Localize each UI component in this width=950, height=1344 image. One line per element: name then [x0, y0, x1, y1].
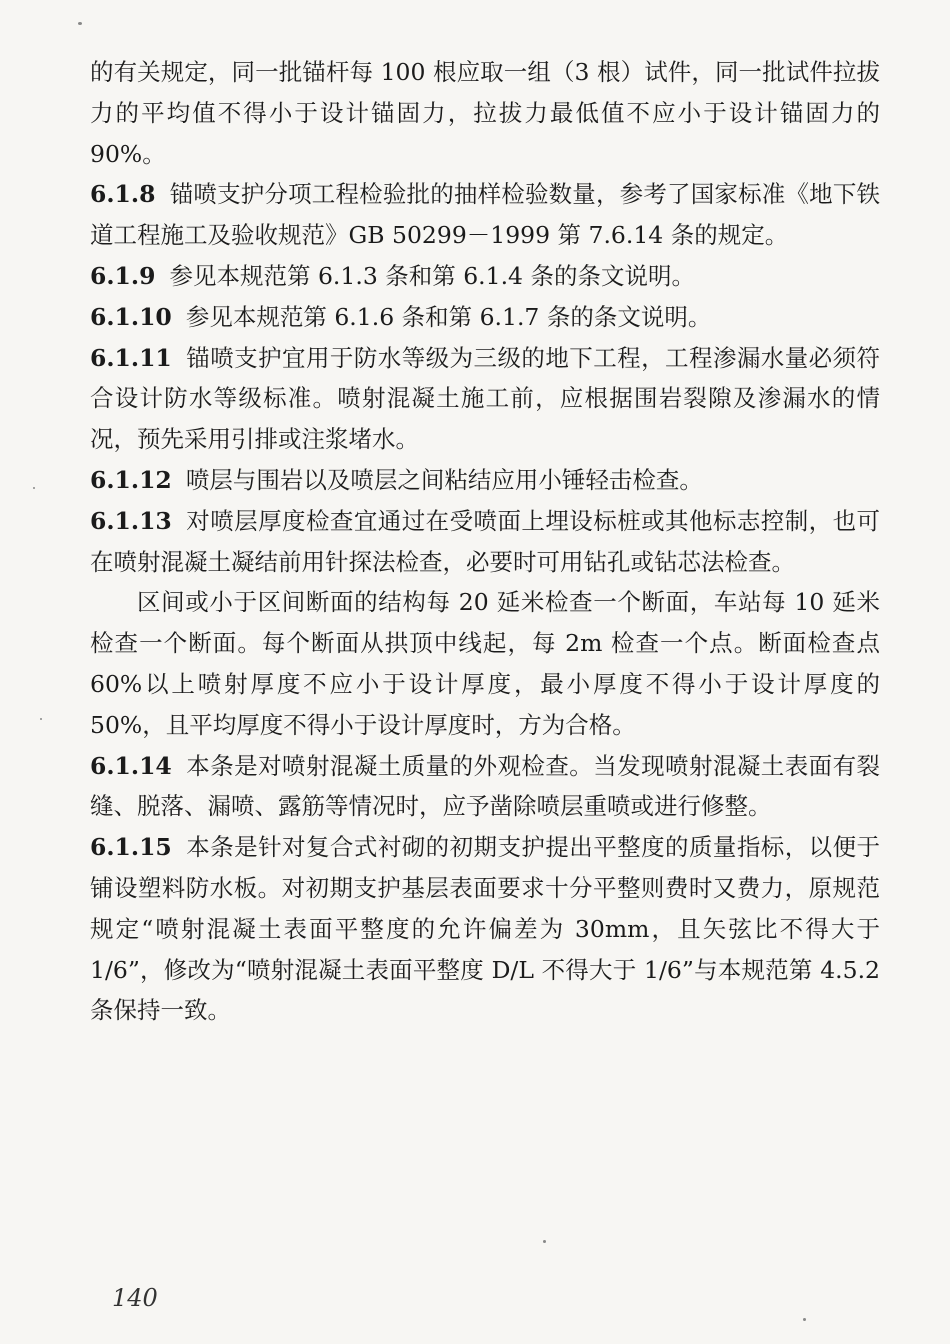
page-number: 140	[112, 1284, 158, 1312]
clause-6-1-10: 6.1.10 参见本规范第 6.1.6 条和第 6.1.7 条的条文说明。	[90, 302, 712, 331]
clause-6-1-14: 6.1.14 本条是对喷射混凝土质量的外观检查。当发现喷射混凝土表面有裂缝、脱落、漏喷、露筋等情况时，应予凿除喷层重喷或进行修整。	[90, 751, 880, 821]
clause-number: 6.1.13	[90, 506, 172, 535]
clause-6-1-13: 6.1.13 对喷层厚度检查宜通过在受喷面上埋设标桩或其他标志控制，也可在喷射混凝土凝结前用针探法检查，必要时可用钻孔或钻芯法检查。	[90, 506, 880, 576]
clause-6-1-15: 6.1.15 本条是针对复合式衬砌的初期支护提出平整度的质量指标，以便于铺设塑料防水板。对初期支护基层表面要求十分平整则费时又费力，原规范规定“喷射混凝土表面平整度的允许偏差为 30mm，且矢弦比不得大于 1/6”，修改为“喷射混凝土表面平整度 D/L 不得大于 1/6”与本规范第 4.5.2 条保持一致。	[90, 833, 880, 1025]
body-text	[90, 52, 880, 1031]
paragraph-continuation: 的有关规定，同一批锚杆每 100 根应取一组（3 根）试件，同一批试件拉拔力的平均值不得小于设计锚固力，拉拔力最低值不应小于设计锚固力的 90%。	[90, 58, 880, 168]
scan-speck	[803, 1318, 806, 1321]
clause-number: 6.1.11	[90, 343, 172, 372]
clause-number: 6.1.14	[90, 751, 172, 780]
clause-number: 6.1.8	[90, 180, 156, 209]
clause-number: 6.1.12	[90, 465, 172, 494]
clause-6-1-11: 6.1.11 锚喷支护宜用于防水等级为三级的地下工程，工程渗漏水量必须符合设计防水等级标准。喷射混凝土施工前，应根据围岩裂隙及渗漏水的情况，预先采用引排或注浆堵水。	[90, 343, 880, 454]
scan-speck	[33, 487, 35, 489]
scan-speck	[40, 718, 42, 720]
scan-speck	[543, 1240, 546, 1243]
clause-number: 6.1.9	[90, 261, 156, 290]
scan-speck	[78, 22, 82, 25]
clause-number: 6.1.15	[90, 833, 172, 862]
clause-6-1-12: 6.1.12 喷层与围岩以及喷层之间粘结应用小锤轻击检查。	[90, 465, 703, 494]
clause-6-1-13-detail: 区间或小于区间断面的结构每 20 延米检查一个断面，车站每 10 延米检查一个断面。每个断面从拱顶中线起，每 2m 检查一个点。断面检查点 60%以上喷射厚度不应小于设计厚度，最小厚度不得小于设计厚度的 50%，且平均厚度不得小于设计厚度时，方为合格。	[90, 588, 880, 739]
clause-6-1-8: 6.1.8 锚喷支护分项工程检验批的抽样检验数量，参考了国家标准《地下铁道工程施工及验收规范》GB 50299－1999 第 7.6.14 条的规定。	[90, 180, 880, 250]
clause-6-1-9: 6.1.9 参见本规范第 6.1.3 条和第 6.1.4 条的条文说明。	[90, 261, 695, 290]
clause-number: 6.1.10	[90, 302, 172, 331]
